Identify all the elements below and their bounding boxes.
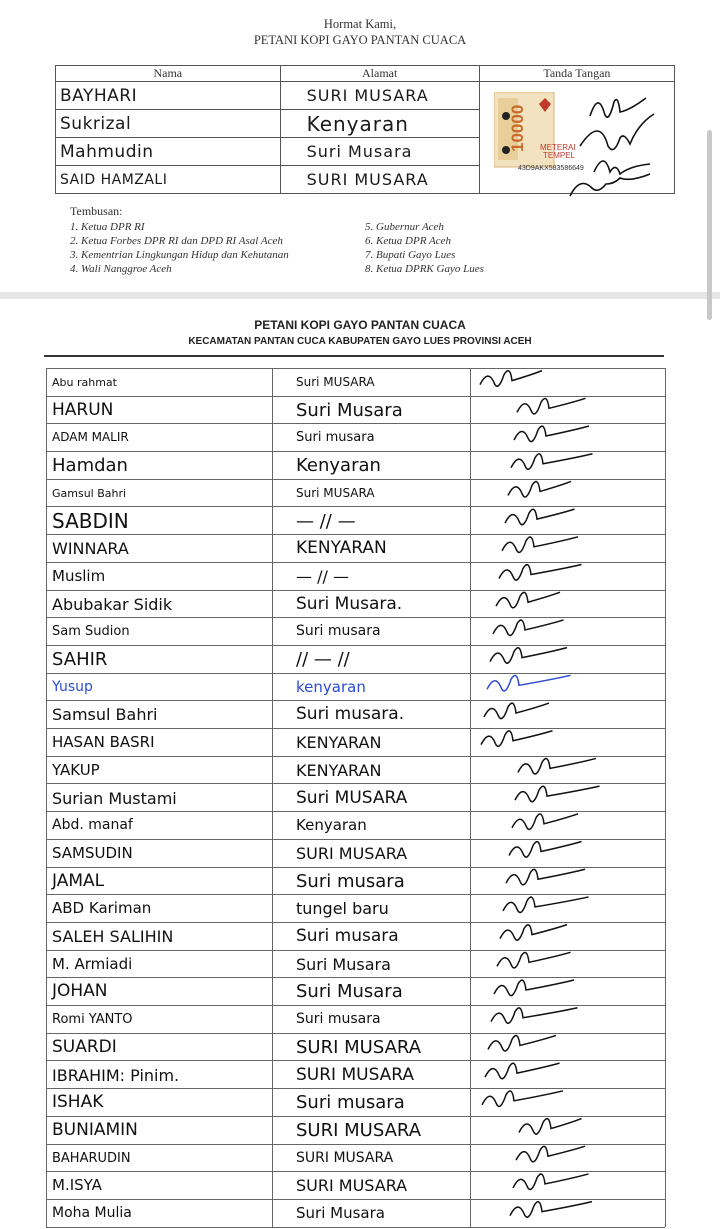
member-address: KENYARAN [296, 760, 382, 780]
member-signature [506, 869, 585, 885]
member-name: HASAN BASRI [52, 733, 155, 752]
member-address: SURI MUSARA [296, 1036, 422, 1058]
member-name: JAMAL [52, 870, 105, 891]
cc-item: 7. Bupati Gayo Lues [365, 249, 456, 261]
member-address: SURI MUSARA [296, 843, 408, 863]
member-address: — // — [296, 566, 349, 586]
member-name: ABD Kariman [52, 899, 152, 918]
member-signature [484, 703, 549, 719]
member-address: // — // [296, 649, 350, 670]
member-address: Suri Musara [296, 399, 403, 421]
member-signature [496, 592, 560, 608]
member-name: Yusup [52, 678, 93, 695]
member-signature [482, 1091, 563, 1107]
member-address: Suri musara [296, 1092, 405, 1114]
member-signature [511, 454, 593, 470]
cc-list-left [70, 220, 289, 276]
stamp-label-1: METERAI [539, 143, 576, 152]
stamp-serial: 43D9AKX583586649 [517, 165, 584, 172]
scrollbar-thumb[interactable] [707, 130, 712, 320]
member-address: KENYARAN [296, 733, 382, 753]
member-signature [508, 481, 571, 497]
member-name: M.ISYA [52, 1176, 102, 1195]
member-address: Suri MUSARA [296, 787, 408, 808]
member-signatures [470, 368, 660, 1227]
member-address: Suri musara [296, 1011, 381, 1028]
member-name: SALEH SALIHIN [52, 927, 174, 946]
cc-item: 5. Gubernur Aceh [365, 221, 444, 233]
member-address: Suri Musara [296, 981, 403, 1003]
member-address: tungel baru [296, 899, 389, 919]
cc-item: 3. Kementrian Lingkungan Hidup dan Kehutanan [70, 249, 289, 261]
member-signature [513, 1174, 589, 1190]
member-name: Moha Mulia [52, 1205, 132, 1221]
closing-block [0, 16, 720, 48]
member-name: WINNARA [52, 539, 129, 559]
cc-item: 2. Ketua Forbes DPR RI dan DPD RI Asal Aceh [70, 235, 283, 247]
signature-table [55, 65, 675, 194]
member-signature [503, 897, 589, 913]
member-address: Kenyaran [296, 455, 381, 477]
member-signature [488, 1035, 556, 1051]
member-name: IBRAHIM: Pinim. [52, 1065, 180, 1085]
member-address: Kenyaran [296, 816, 367, 835]
member-name: Samsul Bahri [52, 705, 158, 725]
member-signature [497, 952, 571, 968]
member-name: YAKUP [52, 760, 100, 779]
stamp-value: 10000 [507, 104, 527, 152]
member-address: Suri musara [296, 870, 405, 892]
member-name: JOHAN [52, 981, 108, 1002]
cc-item: 1. Ketua DPR RI [70, 221, 145, 233]
member-signature [491, 1008, 578, 1024]
member-name: SAHIR [52, 649, 108, 670]
signer-name: BAYHARI [56, 82, 281, 110]
member-address: SURI MUSARA [296, 1119, 422, 1141]
signer-name: Mahmudin [56, 138, 281, 166]
member-signature [493, 620, 564, 636]
cc-item: 6. Ketua DPR Aceh [365, 235, 451, 247]
member-name: SUARDI [52, 1036, 117, 1057]
handwritten-signatures [560, 88, 670, 206]
member-name: BAHARUDIN [52, 1150, 131, 1166]
member-address: Suri Musara [296, 1204, 385, 1222]
closing-greeting: Hormat Kami, [323, 17, 397, 31]
header-address: Alamat [280, 66, 479, 82]
signer-address: SURI MUSARA [280, 166, 479, 194]
member-signature [480, 371, 542, 387]
member-address: Suri musara [296, 430, 375, 446]
member-name: Romi YANTO [52, 1012, 133, 1028]
member-address: KENYARAN [296, 538, 387, 559]
member-address: Suri musara [296, 926, 399, 946]
cc-title: Tembusan: [70, 204, 123, 218]
member-address: SURI MUSARA [296, 1149, 394, 1166]
member-signature [487, 675, 571, 691]
member-signature [505, 509, 575, 525]
signer-address: Kenyaran [280, 110, 479, 138]
member-signature [515, 786, 600, 802]
member-signature [517, 398, 586, 414]
member-address: — // — [296, 510, 356, 532]
member-signature [481, 731, 553, 747]
column-border [665, 368, 666, 1227]
member-signature [514, 426, 589, 442]
member-address: Suri Musara [296, 954, 391, 974]
member-name: Abd. manaf [52, 817, 133, 834]
member-address: SURI MUSARA [296, 1064, 415, 1085]
signer-address: Suri Musara [280, 138, 479, 166]
member-name: M. Armiadi [52, 954, 133, 973]
member-signature [500, 925, 567, 941]
title-rule [44, 355, 664, 357]
member-signature [512, 814, 578, 830]
member-signature [510, 1202, 592, 1218]
signature-cell [479, 82, 674, 194]
member-signature [485, 1063, 560, 1079]
member-name: Abubakar Sidik [52, 594, 173, 614]
sheet-subtitle: KECAMATAN PANTAN CUCA KABUPATEN GAYO LUES PROVINSI ACEH [188, 336, 532, 347]
member-name: SABDIN [52, 508, 129, 533]
closing-organization: PETANI KOPI GAYO PANTAN CUACA [253, 33, 467, 47]
member-name: Abu rahmat [52, 376, 117, 389]
signer-name: Sukrizal [56, 110, 281, 138]
member-address: Suri musara. [296, 704, 405, 725]
member-signature [518, 758, 596, 774]
stamp-label-2: TEMPEL [542, 151, 575, 160]
member-name: Gamsul Bahri [52, 486, 127, 500]
member-name: HARUN [52, 399, 114, 420]
member-name: ISHAK [52, 1092, 104, 1113]
member-signature [509, 842, 582, 858]
member-address: Suri MUSARA [296, 485, 375, 500]
member-signature [502, 537, 578, 553]
header-name: Nama [56, 66, 281, 82]
member-address: Suri musara [296, 623, 381, 640]
member-name: ADAM MALIR [52, 430, 129, 445]
letter-page [0, 0, 720, 290]
member-address: Suri MUSARA [296, 375, 375, 389]
cc-item: 4. Wali Nanggroe Aceh [70, 263, 172, 275]
cc-item: 8. Ketua DPRK Gayo Lues [365, 263, 484, 275]
member-address: Suri Musara. [296, 593, 403, 614]
member-name: Muslim [52, 566, 106, 585]
member-address: SURI MUSARA [296, 1176, 408, 1196]
member-signature [519, 1119, 582, 1135]
signer-address: SURI MUSARA [280, 82, 479, 110]
header-signature: Tanda Tangan [479, 66, 674, 82]
member-address: kenyaran [296, 677, 366, 696]
member-signature [490, 648, 567, 664]
member-name: Hamdan [52, 455, 128, 477]
member-name: Sam Sudion [52, 624, 130, 640]
member-name: SAMSUDIN [52, 843, 133, 862]
member-signature [516, 1146, 585, 1162]
member-name: Surian Mustami [52, 788, 177, 808]
page-separator [0, 292, 720, 299]
signer-name: SAID HAMZALI [56, 166, 281, 194]
cc-list-right [365, 220, 484, 276]
member-name: BUNIAMIN [52, 1119, 138, 1140]
member-signature [494, 980, 574, 996]
sheet-title: PETANI KOPI GAYO PANTAN CUACA [254, 318, 466, 332]
member-signature [499, 565, 582, 581]
